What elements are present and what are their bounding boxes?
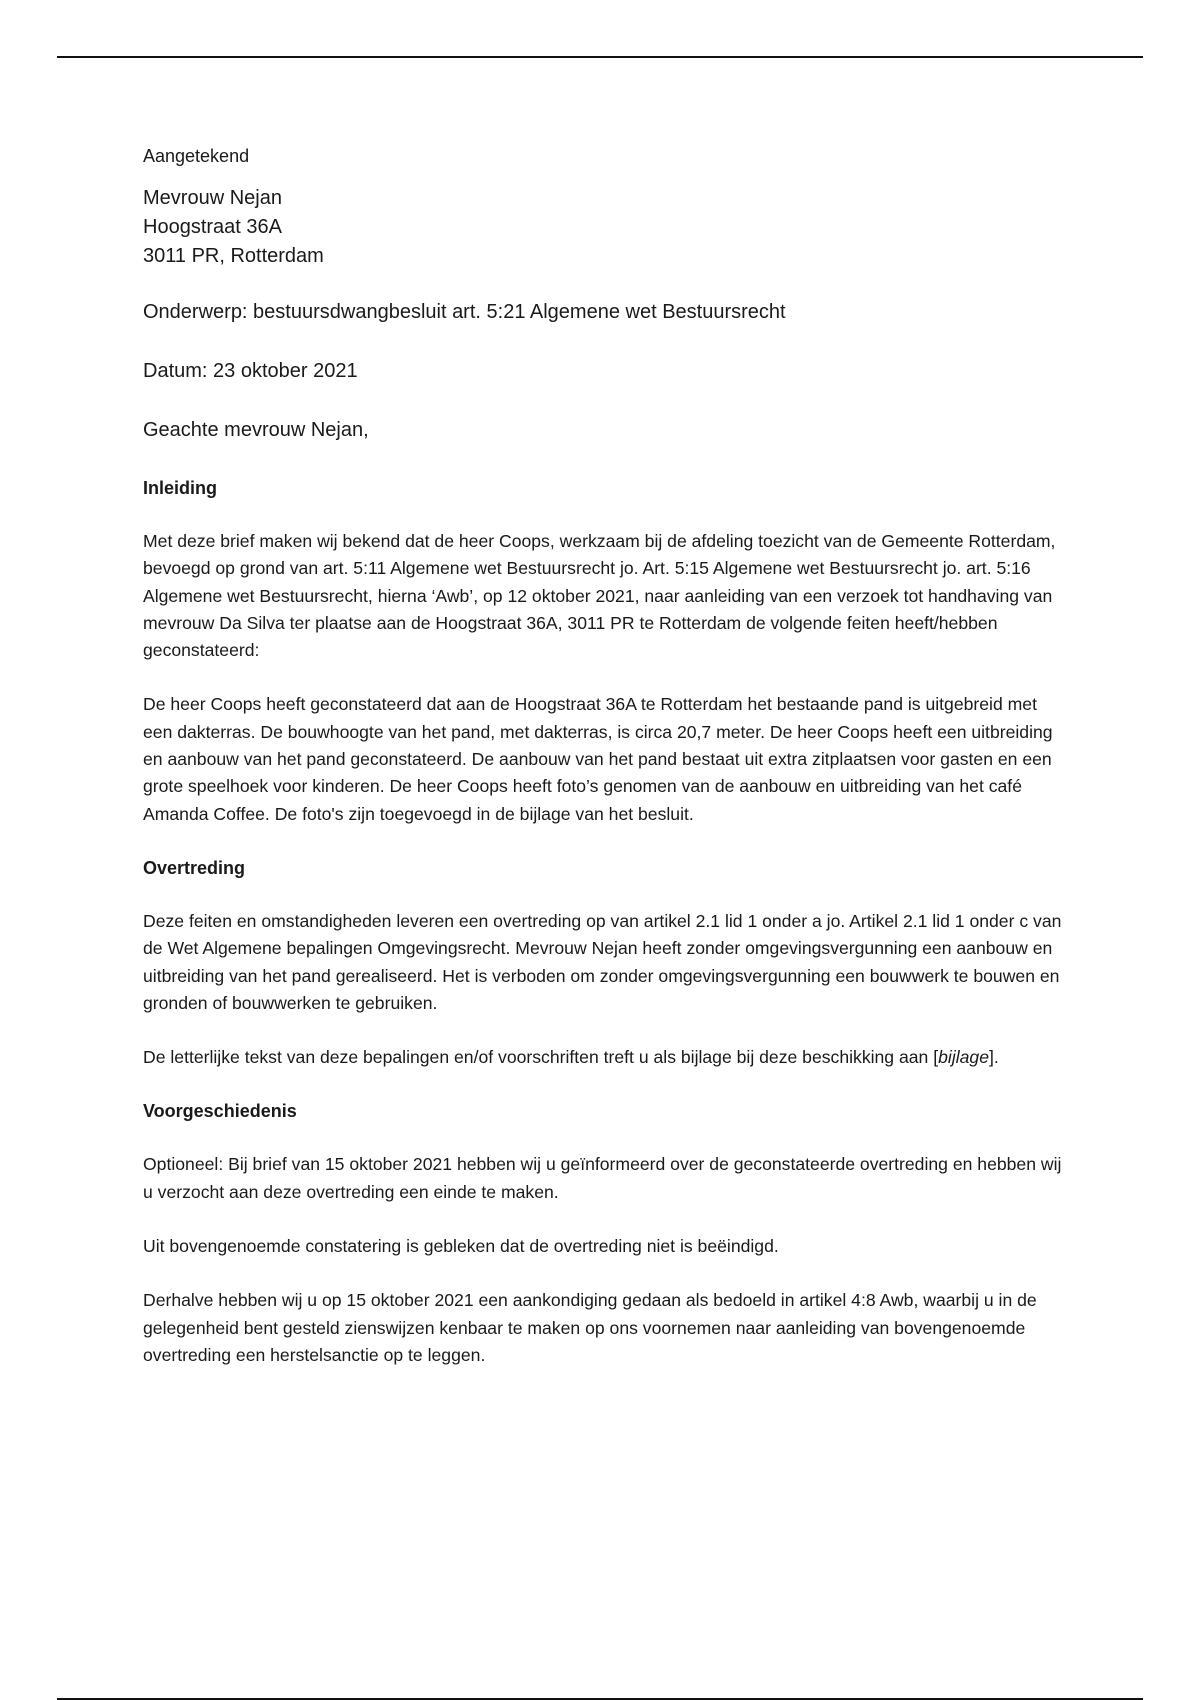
- subject-line: Onderwerp: bestuursdwangbesluit art. 5:21 Algemene wet Bestuursrecht: [143, 301, 786, 323]
- heading-inleiding: Inleiding: [143, 478, 217, 498]
- address-block: [143, 184, 1068, 271]
- overtreding-p2-end: ].: [989, 1047, 999, 1068]
- inleiding-paragraph-2: De heer Coops heeft geconstateerd dat aan de Hoogstraat 36A te Rotterdam het bestaande pand is uitgebreid met een dakterras. De bouwhoogte van het pand, met dakterras, is circa 20,7 meter. De heer Coops heeft een uitbreiding en aanbouw van het pand geconstateerd. De aanbouw van het pand bestaat uit extra zitplaatsen voor gasten en een grote speelhoek voor kinderen. De heer Coops heeft foto’s genomen van de aanbouw en uitbreiding van het café Amanda Coffee. De foto's zijn toegevoegd in de bijlage van het besluit.: [143, 694, 1053, 824]
- inleiding-paragraph-1: Met deze brief maken wij bekend dat de heer Coops, werkzaam bij de afdeling toezicht van de Gemeente Rotterdam, bevoegd op grond van art. 5:11 Algemene wet Bestuursrecht jo. Art. 5:15 Algemene wet Bestuursrecht jo. art. 5:16 Algemene wet Bestuursrecht, hierna ‘Awb’, op 12 oktober 2021, naar aanleiding van een verzoek tot handhaving van mevrouw Da Silva ter plaatse aan de Hoogstraat 36A, 3011 PR te Rotterdam de volgende feiten heeft/hebben geconstateerd:: [143, 531, 1056, 661]
- addressee-street: Hoogstraat 36A: [143, 216, 282, 238]
- salutation: Geachte mevrouw Nejan,: [143, 419, 369, 441]
- heading-overtreding: Overtreding: [143, 857, 246, 878]
- overtreding-paragraph-2: [143, 1044, 1068, 1071]
- bijlage-italic: bijlage: [938, 1047, 989, 1068]
- addressee-city: 3011 PR, Rotterdam: [143, 245, 324, 267]
- voorgeschiedenis-paragraph-3: Derhalve hebben wij u op 15 oktober 2021 een aankondiging gedaan als bedoeld in artikel 4:8 Awb, waarbij u in de gelegenheid bent gesteld zienswijzen kenbaar te maken op ons voornemen naar aanleiding van bovengenoemde overtreding een herstelsanctie op te leggen.: [143, 1290, 1037, 1365]
- delivery-note: Aangetekend: [143, 146, 250, 166]
- overtreding-p2-text: De letterlijke tekst van deze bepalingen en/of voorschriften treft u als bijlage bij deze beschikking aan [: [143, 1047, 939, 1068]
- voorgeschiedenis-paragraph-1: Optioneel: Bij brief van 15 oktober 2021 hebben wij u geïnformeerd over de geconstateerde overtreding en hebben wij u verzocht aan deze overtreding een einde te maken.: [143, 1154, 1062, 1202]
- date-line: Datum: 23 oktober 2021: [143, 360, 358, 382]
- addressee-name: Mevrouw Nejan: [143, 187, 282, 209]
- overtreding-paragraph-1: Deze feiten en omstandigheden leveren een overtreding op van artikel 2.1 lid 1 onder a jo. Artikel 2.1 lid 1 onder c van de Wet Algemene bepalingen Omgevingsrecht. Mevrouw Nejan heeft zonder omgevingsvergunning een aanbouw en uitbreiding van het pand gerealiseerd. Het is verboden om zonder omgevingsvergunning een bouwwerk te bouwen en gronden of bouwwerken te gebruiken.: [143, 910, 1062, 1013]
- heading-voorgeschiedenis: Voorgeschiedenis: [143, 1101, 297, 1122]
- voorgeschiedenis-paragraph-2: Uit bovengenoemde constatering is gebleken dat de overtreding niet is beëindigd.: [143, 1236, 779, 1257]
- top-divider: [57, 56, 1143, 58]
- letter-body: [143, 142, 1068, 1396]
